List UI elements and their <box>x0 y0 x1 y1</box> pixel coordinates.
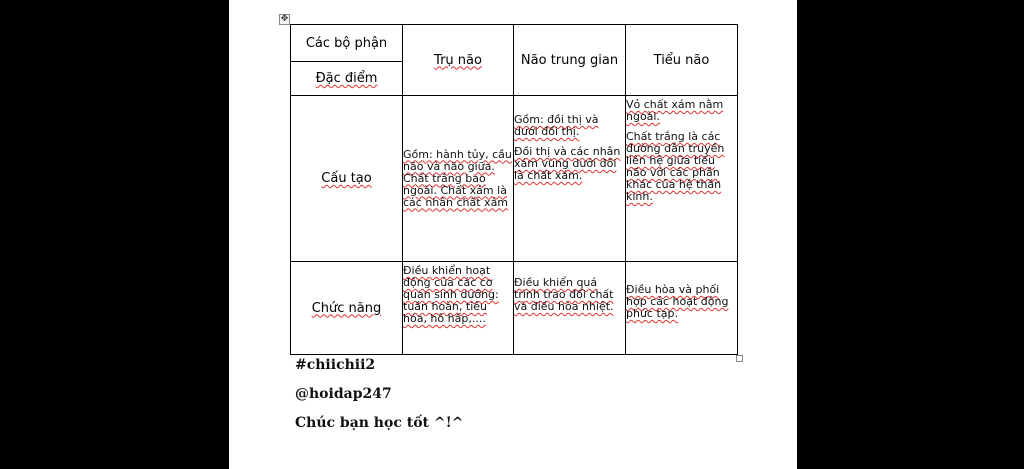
cell-text: Chất trắng là các đường dẫn truyền liên hệ giữa tiểu não với các phần khác của hệ thần kinh. <box>626 130 725 203</box>
cell-text: Điều khiển hoạt động của các cơ quan sinh dưỡng: tuần hoàn, tiêu hóa, hô hấp,.... <box>403 264 499 325</box>
corner-bottom-label: Đặc điểm <box>315 71 378 86</box>
table-cell[interactable] <box>626 96 738 262</box>
move-arrows-icon[interactable]: ✥ <box>280 14 289 24</box>
table-cell[interactable] <box>514 96 626 262</box>
table-cell[interactable] <box>626 262 738 355</box>
row-label-cell[interactable] <box>291 262 403 355</box>
document-page <box>229 0 797 469</box>
column-header: Não trung gian <box>520 52 619 68</box>
resize-square-icon[interactable] <box>736 355 743 362</box>
cell-text: Điều khiển quá trình trao đổi chất và điều hòa nhiệt. <box>514 276 614 313</box>
table-cell[interactable] <box>514 262 626 355</box>
cell-text: Gồm: hành tủy, cầu não và não giữa. Chất trắng bao ngoài. Chất xám là các nhân chất xám <box>403 147 512 209</box>
cell-text: Vỏ chất xám nằm ngoài. <box>626 98 724 123</box>
note-hashtag: #chiichii2 <box>295 357 376 373</box>
corner-top-label: Các bộ phận <box>305 35 388 51</box>
notes-block <box>295 356 463 443</box>
cell-text: Gồm: đồi thị và dưới đồi thị. <box>514 113 599 138</box>
cell-text: Điều hòa và phối hợp các hoạt động phức tạp. <box>626 283 729 320</box>
note-wish: Chúc bạn học tốt ^!^ <box>295 415 464 431</box>
header-nao-trung-gian[interactable] <box>514 25 626 96</box>
header-corner-top[interactable] <box>291 25 403 62</box>
row-label: Chức năng <box>311 300 382 316</box>
column-header: Tiểu não <box>653 52 710 68</box>
table-cell[interactable] <box>403 96 514 262</box>
row-label-cell[interactable] <box>291 96 403 262</box>
header-corner-bottom[interactable] <box>291 62 403 96</box>
header-tru-nao[interactable] <box>403 25 514 96</box>
table-cell[interactable] <box>403 262 514 355</box>
comparison-table <box>290 24 738 355</box>
cell-text: Đồi thị và các nhân xám vùng dưới đồi là chất xám. <box>514 145 621 182</box>
note-mention: @hoidap247 <box>295 386 392 402</box>
row-label: Cấu tạo <box>321 171 372 186</box>
column-header: Trụ não <box>434 52 482 68</box>
header-tieu-nao[interactable] <box>626 25 738 96</box>
